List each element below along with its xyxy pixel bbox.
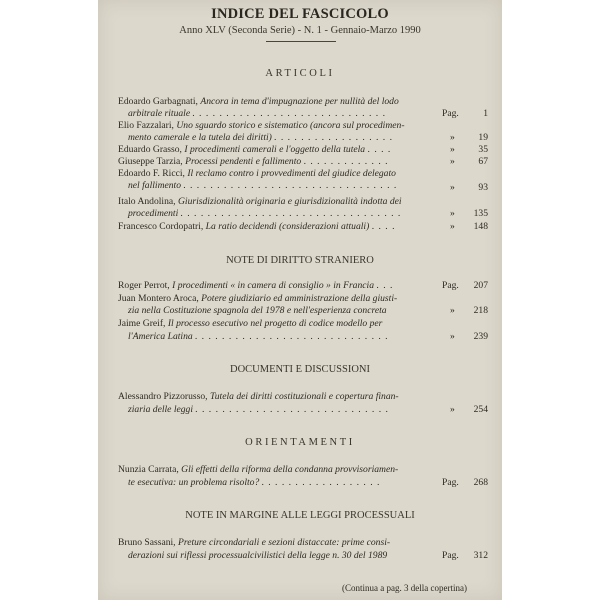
entry-line: mento camerale e la tutela dei diritti) . . . . . . . . . . . . . . . . . .: [128, 132, 394, 143]
page-number: 239: [473, 331, 488, 342]
entry-line: arbitrale rituale . . . . . . . . . . . . . . . . . . . . . . . . . . . . .: [128, 108, 387, 119]
section-heading-documenti: DOCUMENTI E DISCUSSIONI: [229, 364, 370, 375]
page-ref: »: [450, 156, 455, 167]
entry-line: procedimenti . . . . . . . . . . . . . . . . . . . . . . . . . . . . . . . . .: [128, 208, 402, 219]
page-number: 135: [473, 208, 488, 219]
entry-line: Alessandro Pizzorusso, Tutela dei diritti costituzionali e copertura finan-: [118, 391, 399, 402]
entry-line: Nunzia Carrata, Gli effetti della riforma della condanna provvisoriamen-: [118, 464, 399, 475]
page-ref: »: [450, 305, 455, 316]
page-number: 218: [473, 305, 488, 316]
page-number: 312: [473, 550, 488, 561]
page-ref: Pag.: [442, 477, 459, 488]
section-heading-note-in-margine: NOTE IN MARGINE ALLE LEGGI PROCESSUALI: [185, 510, 415, 521]
page-number: 67: [478, 156, 488, 167]
page-number: 93: [478, 182, 488, 193]
entry-line: Edoardo F. Ricci, Il reclamo contro i provvedimenti del giudice delegato: [118, 168, 396, 179]
page-ref: Pag.: [442, 550, 459, 561]
entry-line: nel fallimento . . . . . . . . . . . . . . . . . . . . . . . . . . . . . . . .: [128, 180, 398, 191]
entry-line: Bruno Sassani, Preture circondariali e sezioni distaccate: prime consi-: [118, 537, 391, 548]
page-title: INDICE DEL FASCICOLO: [211, 6, 389, 22]
page-ref: »: [450, 208, 455, 219]
title-rule: [266, 41, 336, 42]
page-number: 254: [473, 404, 488, 415]
page-ref: Pag.: [442, 280, 459, 291]
entry-line: Edoardo Garbagnati, Ancora in tema d'impugnazione per nullità del lodo: [118, 96, 399, 107]
section-heading-orientamenti: ORIENTAMENTI: [245, 437, 355, 448]
entry-line: Giuseppe Tarzia, Processi pendenti e fallimento . . . . . . . . . . . . .: [118, 156, 389, 167]
page-ref: »: [450, 404, 455, 415]
page-number: 268: [473, 477, 488, 488]
continuation-note: (Continua a pag. 3 della copertina): [342, 583, 467, 593]
entry-line: ziaria delle leggi . . . . . . . . . . . . . . . . . . . . . . . . . . . . .: [128, 404, 390, 415]
page-number: 1: [483, 108, 488, 119]
section-heading-diritto-straniero: NOTE DI DIRITTO STRANIERO: [226, 255, 374, 266]
entry-line: Eduardo Grasso, I procedimenti camerali e l'oggetto della tutela . . . .: [118, 144, 392, 155]
page-ref: »: [450, 221, 455, 232]
page-ref: »: [450, 331, 455, 342]
entry-line: Francesco Cordopatri, La ratio decidendi (considerazioni attuali) . . . .: [118, 221, 396, 232]
entry-line: zia nella Costituzione spagnola del 1978 e nell'esperienza concreta: [128, 305, 387, 316]
section-heading-articoli: ARTICOLI: [265, 68, 335, 79]
entry-line: Roger Perrot, I procedimenti « in camera di consiglio » in Francia . . .: [118, 280, 394, 291]
entry-line: l'America Latina . . . . . . . . . . . . . . . . . . . . . . . . . . . . .: [128, 331, 389, 342]
entry-line: te esecutiva: un problema risolto? . . . . . . . . . . . . . . . . . .: [128, 477, 381, 488]
page-ref: »: [450, 182, 455, 193]
entry-line: Italo Andolina, Giurisdizionalità originaria e giurisdizionalità indotta dei: [118, 196, 402, 207]
page-ref: »: [450, 144, 455, 155]
page-number: 148: [473, 221, 488, 232]
entry-line: derazioni sui riflessi processualcivilistici della legge n. 30 del 1989: [128, 550, 388, 561]
page-number: 35: [478, 144, 488, 155]
page-number: 207: [473, 280, 488, 291]
entry-line: Elio Fazzalari, Uno sguardo storico e sistematico (ancora sul procedimen-: [118, 120, 405, 131]
page-ref: »: [450, 132, 455, 143]
page-number: 19: [478, 132, 488, 143]
issue-subtitle: Anno XLV (Seconda Serie) - N. 1 - Gennaio-Marzo 1990: [179, 25, 421, 36]
page-ref: Pag.: [442, 108, 459, 119]
entry-line: Juan Montero Aroca, Potere giudiziario ed amministrazione della giusti-: [118, 293, 398, 304]
entry-line: Jaime Greif, Il processo esecutivo nel progetto di codice modello per: [118, 318, 383, 329]
journal-page: [98, 0, 502, 600]
